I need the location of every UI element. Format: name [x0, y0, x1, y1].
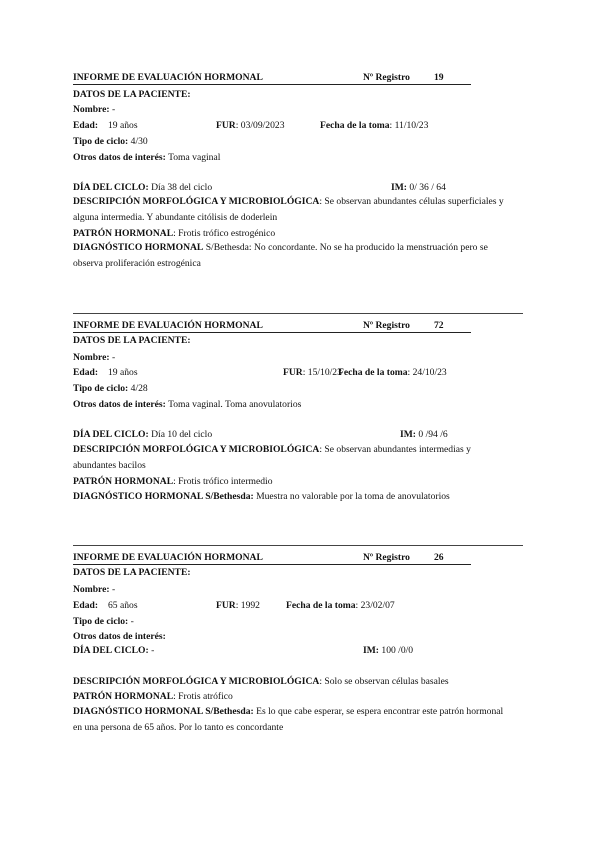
ciclo-value: 4/30 — [130, 136, 148, 147]
edad-value: 19 años — [108, 367, 138, 378]
nombre-label: Nombre: — [73, 104, 110, 115]
fecha-value: : 11/10/23 — [389, 120, 429, 131]
report-title: INFORME DE EVALUACIÓN HORMONAL — [73, 320, 263, 331]
descripcion-block — [73, 194, 513, 225]
fur-field — [216, 120, 285, 132]
fecha-value: : 24/10/23 — [407, 367, 447, 378]
dia-label: DÍA DEL CICLO: — [73, 182, 149, 193]
diagnostico-label: DIAGNÓSTICO HORMONAL S/Bethesda: — [73, 491, 254, 502]
nombre-row — [73, 352, 115, 364]
edad-row — [73, 600, 523, 612]
ciclo-row — [73, 136, 148, 148]
diagnostico-row — [73, 491, 450, 503]
patron-value: : Frotis trófico estrogénico — [173, 228, 276, 239]
diagnostico-label: DIAGNÓSTICO HORMONAL S/Bethesda: — [73, 706, 254, 717]
otros-value: Toma vaginal — [168, 152, 221, 163]
diagnostico-value: S/Bethesda: No concordante. No se ha producido la menstruación pero se observa proliferación estrogénica — [73, 242, 488, 269]
descripcion-label: DESCRIPCIÓN MORFOLÓGICA Y MICROBIOLÓGICA — [73, 196, 320, 207]
descripcion-value: : Se observan abundantes intermedias y abundantes bacilos — [73, 444, 471, 471]
dia-row — [73, 429, 523, 441]
edad-row — [73, 367, 523, 379]
fecha-field — [338, 367, 447, 379]
diagnostico-label: DIAGNÓSTICO HORMONAL — [73, 242, 204, 253]
report-title: INFORME DE EVALUACIÓN HORMONAL — [73, 72, 263, 83]
im-field — [400, 429, 448, 441]
report-title: INFORME DE EVALUACIÓN HORMONAL — [73, 552, 263, 563]
fecha-label: Fecha de la toma — [320, 120, 390, 131]
otros-row — [73, 631, 166, 643]
im-label: IM: — [391, 182, 407, 193]
patron-value: : Frotis trófico intermedio — [173, 476, 273, 487]
fecha-field — [286, 600, 395, 612]
dia-label: DÍA DEL CICLO: — [73, 429, 149, 440]
patron-label: PATRÓN HORMONAL — [73, 228, 174, 239]
registro-label: Nº Registro — [363, 552, 410, 563]
nombre-row — [73, 584, 115, 596]
ciclo-row — [73, 616, 134, 628]
dia-value: - — [151, 645, 155, 656]
descripcion-label: DESCRIPCIÓN MORFOLÓGICA Y MICROBIOLÓGICA — [73, 676, 320, 687]
registro-label: Nº Registro — [363, 72, 410, 83]
patron-row — [73, 228, 275, 240]
fur-label: FUR — [216, 600, 236, 611]
dia-row — [73, 182, 523, 194]
otros-value: Toma vaginal. Toma anovulatorios — [168, 399, 302, 410]
im-value: 100 /0/0 — [381, 645, 414, 656]
diagnostico-block — [73, 704, 513, 735]
datos-label: DATOS DE LA PACIENTE: — [73, 89, 191, 100]
edad-value: 19 años — [108, 120, 138, 131]
report-header — [73, 72, 471, 85]
edad-value: 65 años — [108, 600, 138, 611]
fur-label: FUR — [216, 120, 236, 131]
ciclo-label: Tipo de ciclo: — [73, 383, 129, 394]
datos-label: DATOS DE LA PACIENTE: — [73, 335, 191, 346]
nombre-label: Nombre: — [73, 584, 110, 595]
nombre-value: - — [112, 584, 116, 595]
nombre-label: Nombre: — [73, 352, 110, 363]
edad-label: Edad: — [73, 120, 99, 131]
nombre-row — [73, 104, 115, 116]
otros-label: Otros datos de interés: — [73, 631, 166, 642]
section-divider — [73, 545, 523, 546]
fur-value: : 1992 — [235, 600, 260, 611]
descripcion-block — [73, 442, 513, 473]
fecha-field — [320, 120, 428, 132]
fur-value: : 15/10/23 — [302, 367, 342, 378]
ciclo-value: 4/28 — [130, 383, 148, 394]
im-value: 0 /94 /6 — [418, 429, 448, 440]
otros-label: Otros datos de interés: — [73, 152, 166, 163]
fur-value: : 03/09/2023 — [235, 120, 285, 131]
fur-label: FUR — [283, 367, 303, 378]
otros-row — [73, 399, 301, 411]
patron-row — [73, 476, 273, 488]
section-divider — [73, 313, 523, 314]
registro-value: 19 — [434, 72, 444, 83]
registro-value: 26 — [434, 552, 444, 563]
patron-label: PATRÓN HORMONAL — [73, 691, 174, 702]
patron-label: PATRÓN HORMONAL — [73, 476, 174, 487]
ciclo-row — [73, 383, 148, 395]
im-value: 0/ 36 / 64 — [409, 182, 446, 193]
ciclo-label: Tipo de ciclo: — [73, 136, 129, 147]
patron-row — [73, 691, 233, 703]
diagnostico-block — [73, 240, 513, 271]
registro-value: 72 — [434, 320, 444, 331]
nombre-value: - — [112, 104, 116, 115]
fur-field — [283, 367, 342, 379]
im-label: IM: — [363, 645, 379, 656]
edad-label: Edad: — [73, 367, 99, 378]
descripcion-value: : Solo se observan células basales — [319, 676, 449, 687]
ciclo-label: Tipo de ciclo: — [73, 616, 129, 627]
fur-field — [216, 600, 260, 612]
diagnostico-value: Muestra no valorable por la toma de anovulatorios — [253, 491, 450, 502]
edad-row — [73, 120, 523, 132]
im-label: IM: — [400, 429, 416, 440]
report-header — [73, 552, 471, 565]
registro-label: Nº Registro — [363, 320, 410, 331]
diagnostico-value: Es lo que cabe esperar, se espera encontrar este patrón hormonal en una persona de 65 años. Por lo tanto es concordante — [73, 706, 504, 733]
otros-label: Otros datos de interés: — [73, 399, 166, 410]
dia-label: DÍA DEL CICLO: — [73, 645, 149, 656]
otros-row — [73, 152, 220, 164]
dia-row — [73, 645, 523, 657]
descripcion-value: : Se observan abundantes células superficiales y alguna intermedia. Y abundante citólisis de doderlein — [73, 196, 504, 223]
fecha-value: : 23/02/07 — [355, 600, 395, 611]
edad-label: Edad: — [73, 600, 99, 611]
descripcion-label: DESCRIPCIÓN MORFOLÓGICA Y MICROBIOLÓGICA — [73, 444, 320, 455]
patron-value: : Frotis atrófico — [173, 691, 233, 702]
dia-value: Día 38 del ciclo — [151, 182, 213, 193]
fecha-label: Fecha de la toma — [286, 600, 356, 611]
fecha-label: Fecha de la toma — [338, 367, 408, 378]
ciclo-value: - — [130, 616, 134, 627]
nombre-value: - — [112, 352, 116, 363]
im-field — [391, 182, 446, 194]
datos-label: DATOS DE LA PACIENTE: — [73, 567, 191, 578]
report-header — [73, 320, 471, 333]
dia-value: Día 10 del ciclo — [151, 429, 213, 440]
descripcion-row — [73, 676, 449, 688]
im-field — [363, 645, 413, 657]
